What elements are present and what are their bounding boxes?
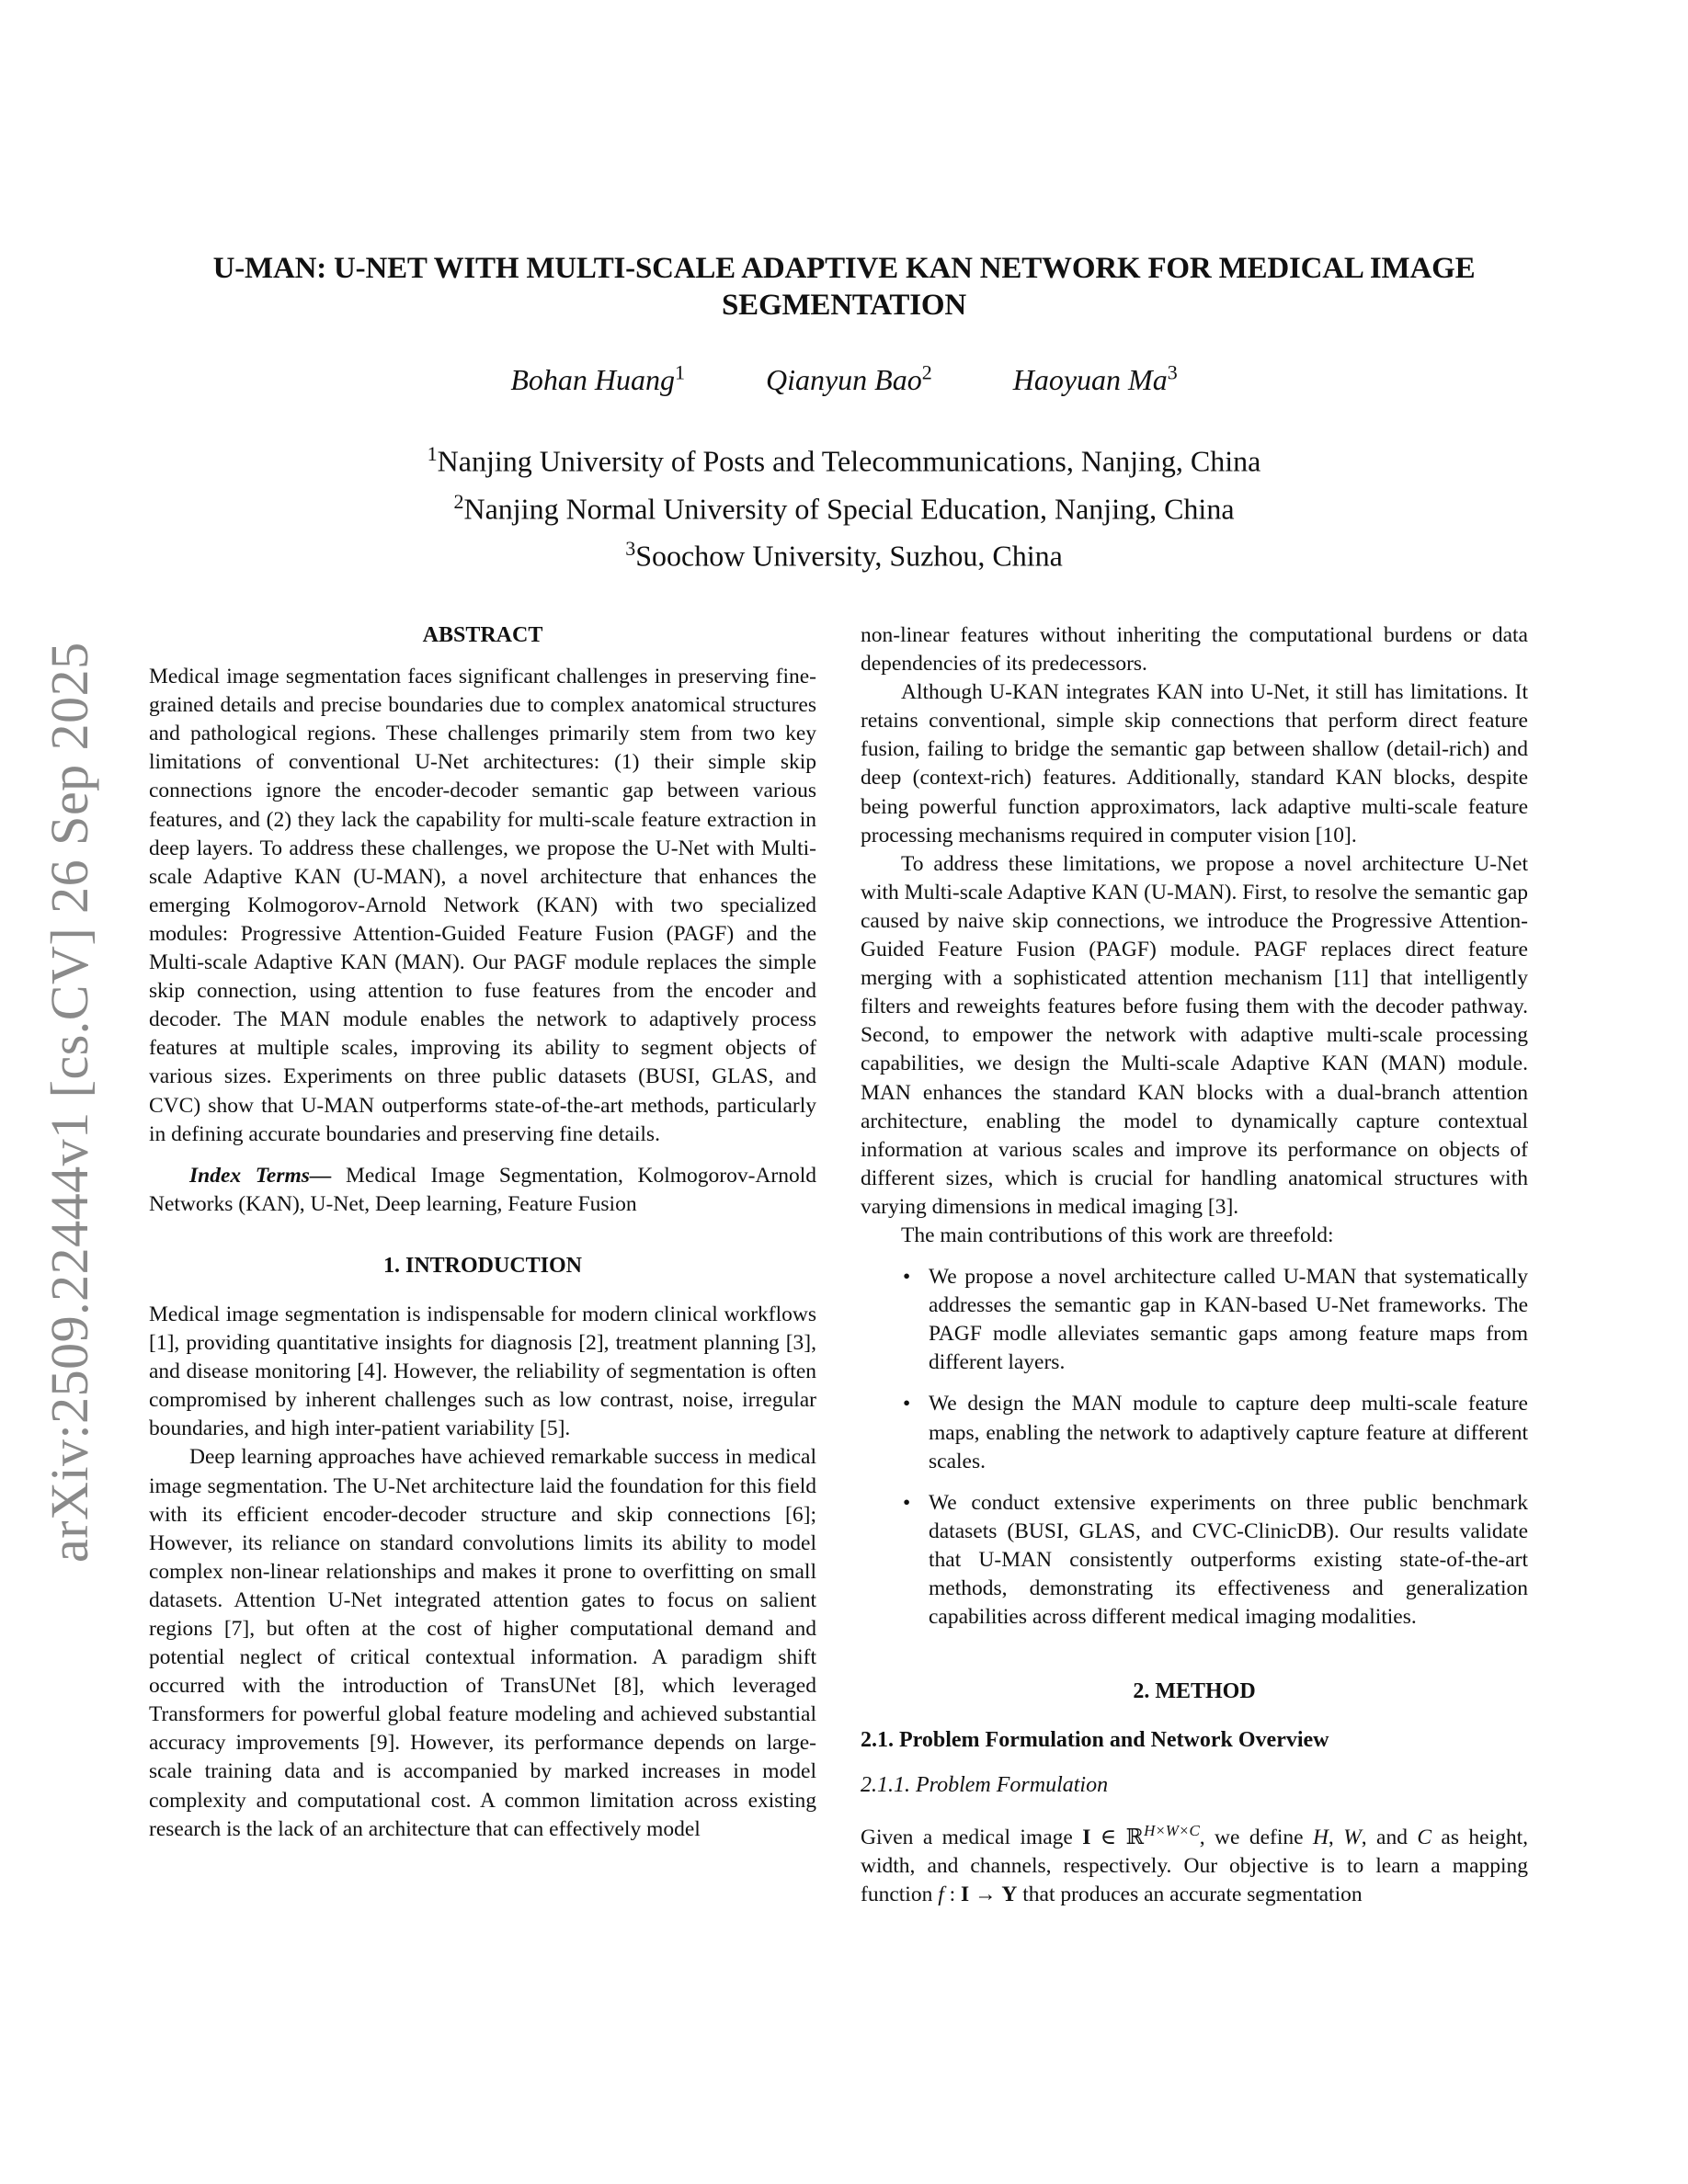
author: Qianyun Bao$^2$ bbox=[765, 360, 932, 396]
contributions-lead: The main contributions of this work are threefold: bbox=[901, 1223, 1334, 1247]
affiliation: $^2$Nanjing Normal University of Special Education, Nanjing, China bbox=[453, 489, 1235, 526]
list-item: • We design the MAN module to capture deep multi-scale feature maps, enabling the network to adaptively capture feature at different scales. bbox=[903, 1392, 1528, 1473]
author: Bohan Huang$^1$ bbox=[510, 360, 685, 396]
index-terms: Index Terms— Medical Image Segmentation, Kolmogorov-Arnold Networks (KAN), U-Net, Deep learning, Feature Fusion bbox=[149, 1163, 817, 1216]
list-item: • We propose a novel architecture called U-MAN that systematically addresses the semantic gap in KAN-based U-Net frameworks. The PAGF modle alleviates semantic gaps among feature maps from different layers. bbox=[903, 1265, 1528, 1375]
subsection-heading: 2.1. Problem Formulation and Network Overview bbox=[861, 1728, 1329, 1753]
bullet-icon: • bbox=[903, 1392, 911, 1416]
list-item: • We conduct extensive experiments on three public benchmark datasets (BUSI, GLAS, and CVC-ClinicDB). Our results validate that U-MAN consistently outperforms existing state-of-the-art methods, demonstrating its effectiveness and generalization capabilities across different medical imaging modalities. bbox=[903, 1490, 1528, 1630]
affiliation-list bbox=[0, 434, 1688, 576]
intro-paragraph: Deep learning approaches have achieved remarkable success in medical image segmentation. The U-Net architecture laid the foundation for this field with its efficient encoder-decoder structure and skip connections [6]; However, its reliance on standard convolutions limits its ability to model complex non-linear relationships and makes it prone to overfitting on small datasets. Attention U-Net integrated attention gates to focus on salient regions [7], but often at the cost of higher computational demand and potential neglect of critical contextual information. A paradigm shift occurred with the introduction of TransUNet [8], which leveraged Transformers for powerful global feature modeling and achieved substantial accuracy improvements [9]. However, its performance depends on large-scale training data and is accompanied by marked increases in model complexity and computational cost. A common limitation across existing research is the lack of an architecture that can effectively model bbox=[149, 1445, 816, 1841]
intro-continued: non-linear features without inheriting the computational burdens or data dependencies of its predecessors. bbox=[861, 623, 1528, 677]
intro-paragraph: Although U-KAN integrates KAN into U-Net, it still has limitations. It retains conventional, simple skip connections that perform direct feature fusion, failing to bridge the semantic gap between shallow (detail-rich) and deep (context-rich) features. Additionally, standard KAN blocks, despite being powerful function approximators, lack adaptive multi-scale feature processing mechanisms required in computer vision [10]. bbox=[861, 680, 1528, 847]
author: Haoyuan Ma$^3$ bbox=[1012, 360, 1178, 396]
paper-title bbox=[0, 250, 1688, 324]
method-heading: 2. METHOD bbox=[1133, 1679, 1256, 1704]
arxiv-stamp: arXiv:2509.22444v1 [cs.CV] 26 Sep 2025 bbox=[40, 642, 99, 1563]
title-line-1: U-MAN: U-NET WITH MULTI-SCALE ADAPTIVE KAN NETWORK FOR MEDICAL IMAGE bbox=[212, 252, 1476, 285]
title-line-2: SEGMENTATION bbox=[722, 289, 966, 322]
contributions-list bbox=[861, 1263, 1528, 1632]
abstract-heading: ABSTRACT bbox=[422, 623, 543, 647]
abstract-text: Medical image segmentation faces significant challenges in preserving fine-grained details and precise boundaries due to complex anatomical structures and pathological regions. These challenges primarily stem from two key limitations of conventional U-Net architectures: (1) their simple skip connections ignore the encoder-decoder semantic gap between various features, and (2) they lack the capability for multi-scale feature extraction in deep layers. To address these challenges, we propose the U-Net with Multi-scale Adaptive KAN (U-MAN), a novel architecture that enhances the emerging Kolmogorov-Arnold Network (KAN) with two specialized modules: Progressive Attention-Guided Feature Fusion (PAGF) and the Multi-scale Adaptive KAN (MAN). Our PAGF module replaces the simple skip connection, using attention to fuse features from the encoder and decoder. The MAN module enables the network to adaptively process features at multiple scales, improving its ability to segment objects of various sizes. Experiments on three public datasets (BUSI, GLAS, and CVC) show that U-MAN outperforms state-of-the-art methods, particularly in defining accurate boundaries and preserving fine details. bbox=[149, 665, 816, 1146]
introduction-heading: 1. INTRODUCTION bbox=[382, 1253, 583, 1278]
affiliation: $^3$Soochow University, Suzhou, China bbox=[625, 537, 1063, 573]
intro-paragraph: Medical image segmentation is indispensable for modern clinical workflows [1], providing quantitative insights for diagnosis [2], treatment planning [3], and disease monitoring [4]. However, the reliability of segmentation is often compromised by inherent challenges such as low contrast, noise, irregular boundaries, and high inter-patient variability [5]. bbox=[149, 1302, 816, 1441]
bullet-icon: • bbox=[903, 1490, 911, 1515]
intro-paragraph: To address these limitations, we propose a novel architecture U-Net with Multi-scale Adaptive KAN (U-MAN). First, to resolve the semantic gap caused by naive skip connections, we introduce the Progressive Attention-Guided Feature Fusion (PAGF) module. PAGF replaces direct feature merging with a sophisticated attention mechanism [11] that intelligently filters and reweights features before fusing them with the decoder pathway. Second, to empower the network with adaptive multi-scale processing capabilities, we design the Multi-scale Adaptive KAN (MAN) module. MAN enhances the standard KAN blocks with a dual-branch attention architecture, enabling the model to dynamically capture contextual information at various scales and improve its performance on objects of different sizes, which is crucial for handling anatomical structures with varying dimensions in medical imaging [3]. bbox=[861, 851, 1528, 1219]
subsubsection-heading: 2.1.1. Problem Formulation bbox=[861, 1773, 1109, 1798]
affiliation: $^1$Nanjing University of Posts and Telecommunications, Nanjing, China bbox=[427, 442, 1261, 478]
left-column bbox=[149, 621, 816, 1844]
method-paragraph: Given a medical image I ∈ ℝ$^{H\times W\times C}$, we define H, W, and C as height, width, and channels, respectively. Our objective is to learn a mapping function f : I → Y that produces an accurate segmentation bbox=[861, 1822, 1528, 1907]
author-list bbox=[0, 360, 1688, 397]
right-column bbox=[861, 621, 1528, 1910]
bullet-icon: • bbox=[903, 1265, 911, 1290]
